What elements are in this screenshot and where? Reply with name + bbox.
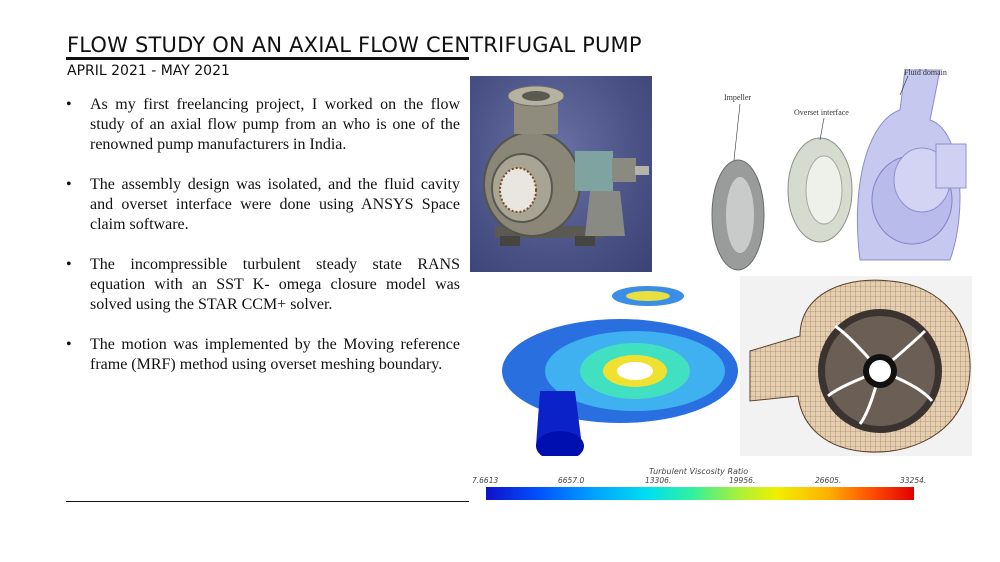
exploded-assembly-image	[700, 60, 972, 272]
pump-cad-image	[470, 76, 652, 272]
bullet-glyph: •	[66, 256, 72, 273]
colorbar-tick: 13306.	[645, 476, 672, 485]
overset-interface-label: Overset interface	[794, 108, 849, 117]
bullet-glyph: •	[66, 96, 72, 113]
bullet-list	[66, 95, 460, 395]
title-underline	[66, 57, 469, 60]
colorbar-title: Turbulent Viscosity Ratio	[649, 467, 749, 476]
fluid-domain-label: Fluid domain	[904, 68, 947, 77]
colorbar	[470, 456, 928, 508]
page-title: FLOW STUDY ON AN AXIAL FLOW CENTRIFUGAL PUMP	[67, 33, 642, 57]
bullet-text: The incompressible turbulent steady state RANS equation with an SST K- omega closure model was solved using the STAR CCM+ solver.	[90, 256, 460, 313]
date-range: APRIL 2021 - MAY 2021	[67, 63, 230, 79]
bullet-item	[66, 175, 460, 235]
colorbar-tick: 33254.	[900, 476, 927, 485]
bullet-item	[66, 335, 460, 375]
bullet-glyph: •	[66, 176, 72, 193]
bullet-text: The assembly design was isolated, and the fluid cavity and overset interface were done using ANSYS Space claim software.	[90, 176, 460, 233]
colorbar-gradient	[486, 487, 914, 500]
bottom-rule	[66, 501, 469, 502]
colorbar-tick: 7.6613	[472, 476, 499, 485]
impeller-label: Impeller	[724, 93, 752, 102]
bullet-item	[66, 95, 460, 155]
bullet-item	[66, 255, 460, 315]
colorbar-tick: 6657.0	[558, 476, 585, 485]
colorbar-tick: 19956.	[729, 476, 756, 485]
colorbar-tick: 26605.	[815, 476, 842, 485]
bullet-glyph: •	[66, 336, 72, 353]
bullet-text: The motion was implemented by the Moving reference frame (MRF) method using overset meshing boundary.	[90, 336, 460, 373]
mesh-image	[740, 276, 972, 456]
turbulence-contour-image	[470, 276, 742, 472]
bullet-text: As my first freelancing project, I worked on the flow study of an axial flow pump from an who is one of the renowned pump manufacturers in India.	[90, 96, 460, 153]
